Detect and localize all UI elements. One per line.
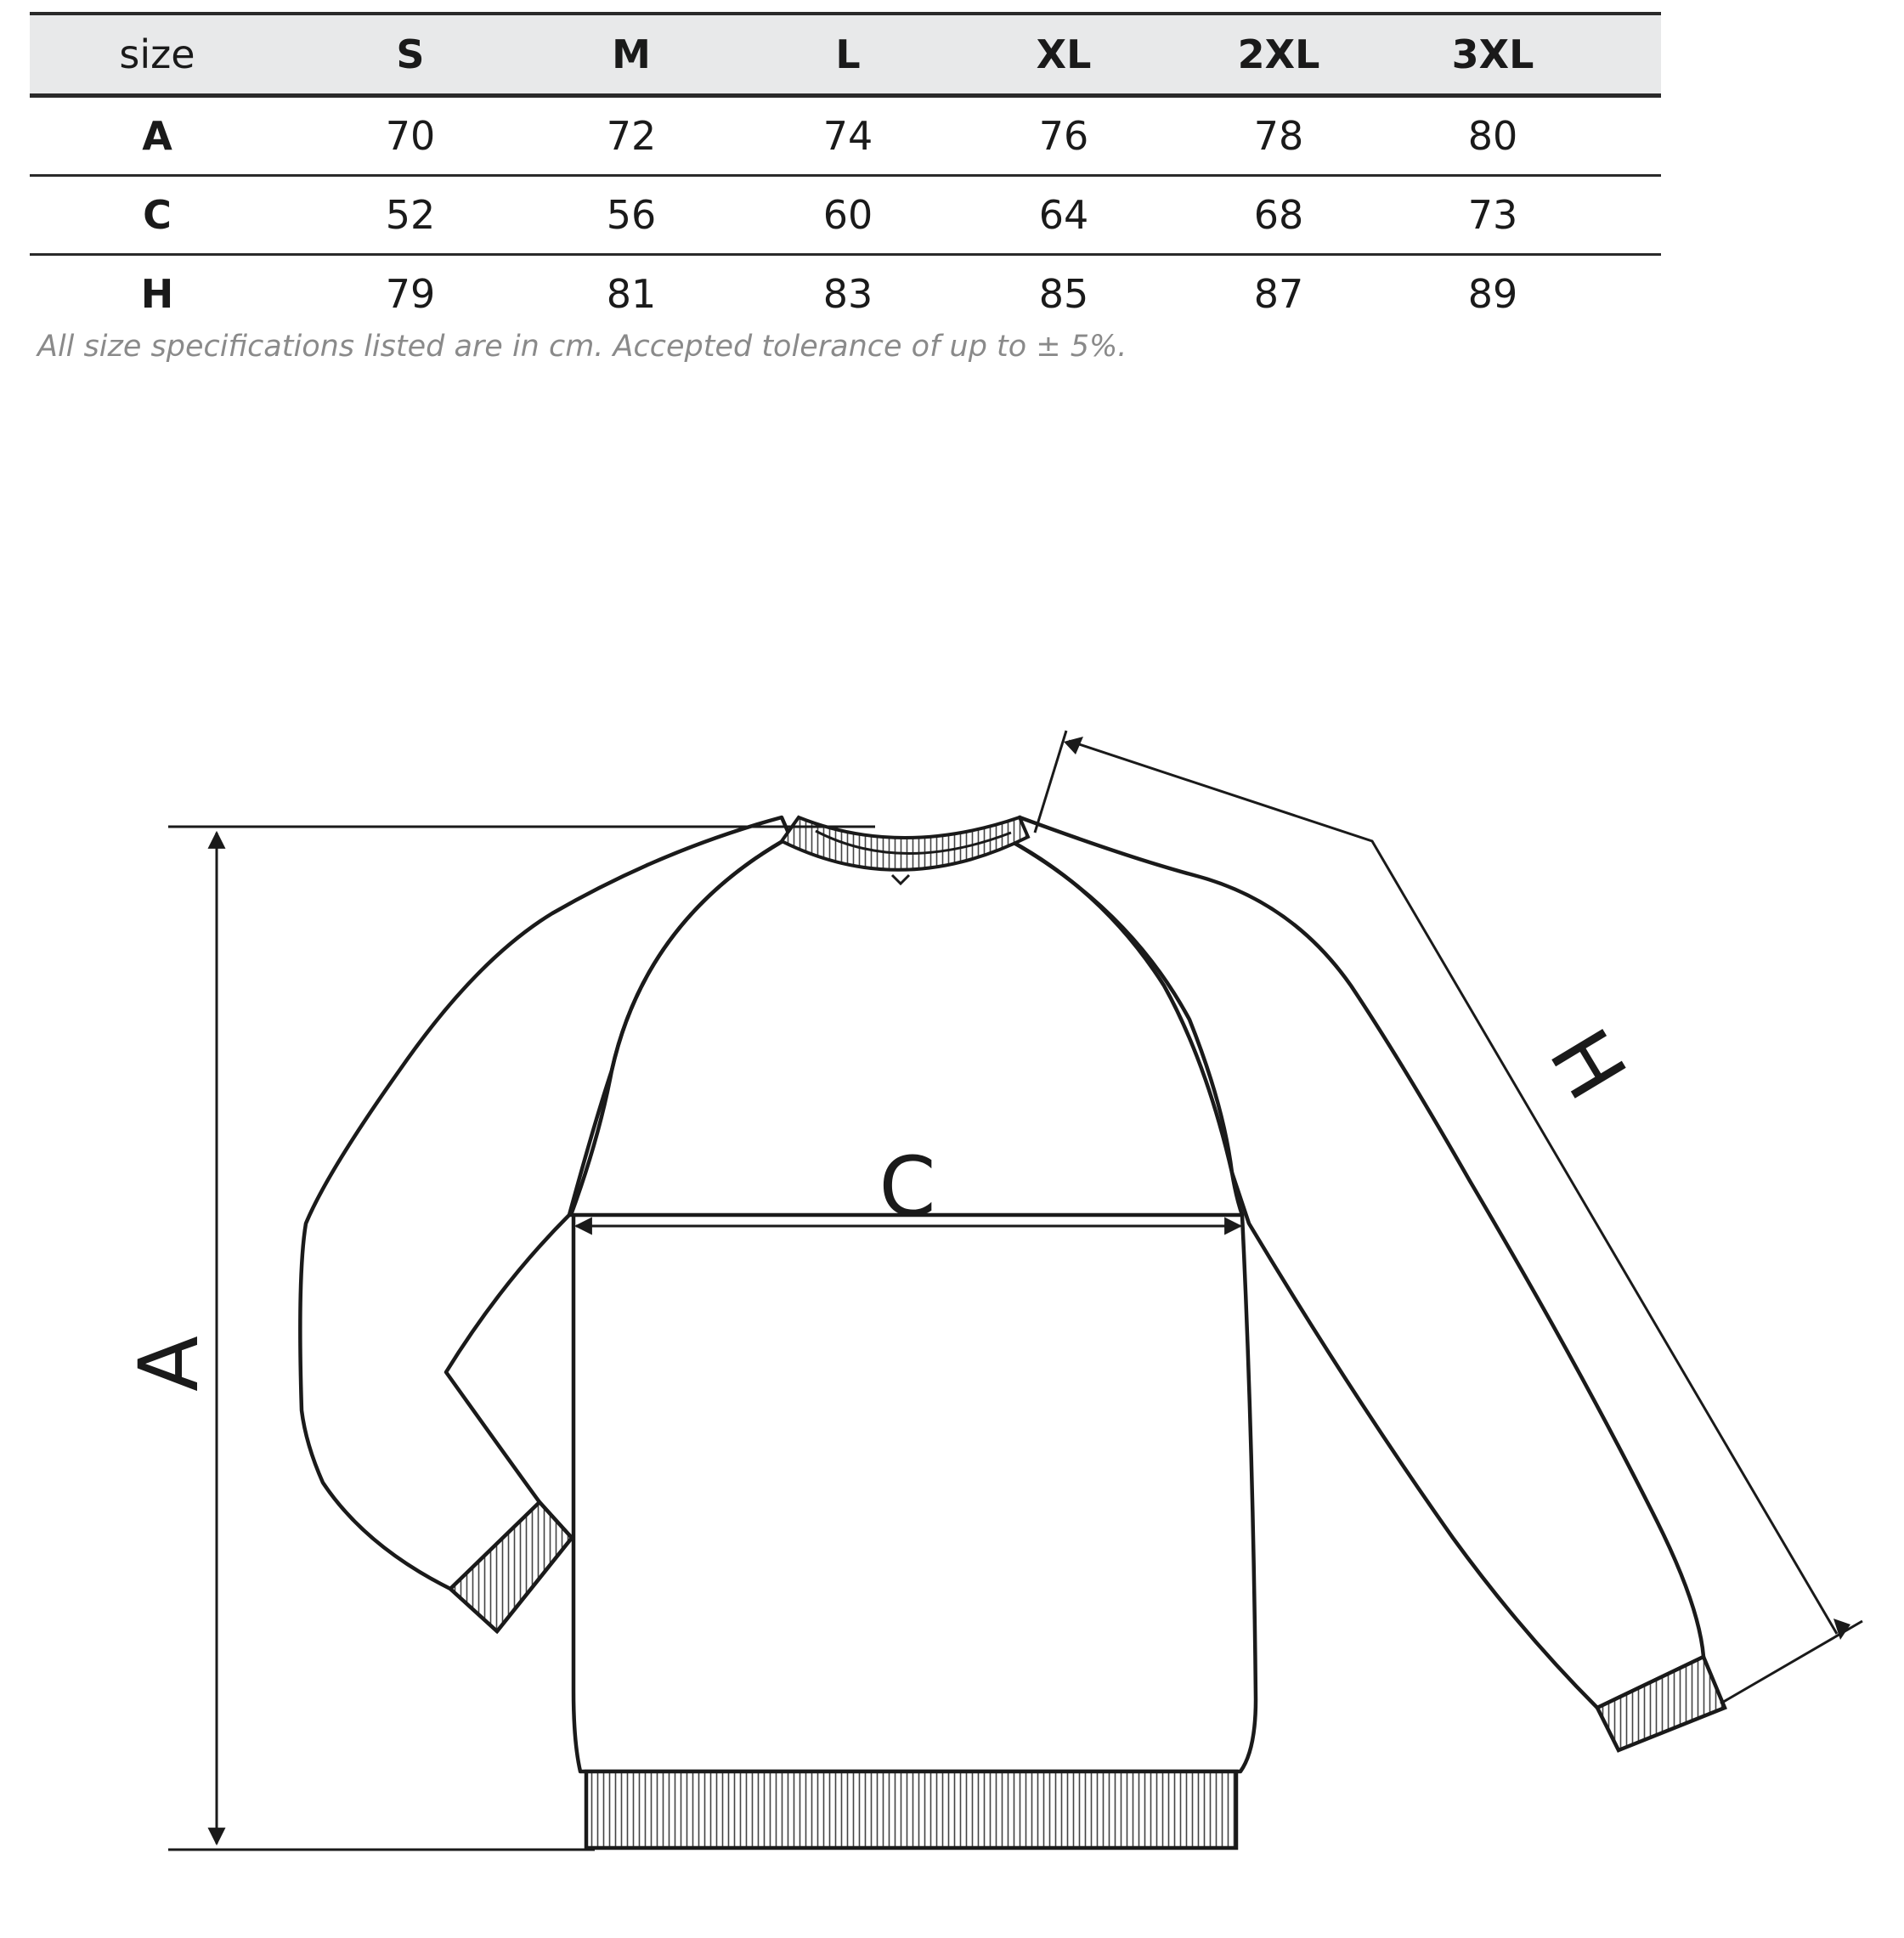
size-col-s: S bbox=[396, 31, 425, 77]
table-cell: 81 bbox=[606, 271, 657, 317]
table-cell: 80 bbox=[1467, 113, 1518, 159]
table-cell: 89 bbox=[1467, 271, 1518, 317]
table-cell: 74 bbox=[822, 113, 873, 159]
table-cell: 56 bbox=[606, 192, 657, 238]
table-cell: 76 bbox=[1038, 113, 1089, 159]
size-col-xl: XL bbox=[1036, 31, 1092, 77]
table-cell: 79 bbox=[385, 271, 436, 317]
table-cell: 83 bbox=[822, 271, 873, 317]
table-cell: 73 bbox=[1467, 192, 1518, 238]
sweatshirt-outline bbox=[300, 817, 1703, 1771]
row-label-h: H bbox=[140, 271, 174, 317]
table-cell: 52 bbox=[385, 192, 436, 238]
table-cell: 68 bbox=[1253, 192, 1304, 238]
dimension-c-label: C bbox=[879, 1139, 936, 1235]
hem-rib bbox=[586, 1771, 1236, 1848]
table-cell: 87 bbox=[1253, 271, 1304, 317]
tolerance-note: All size specifications listed are in cm. Accepted tolerance of up to ± 5%. bbox=[37, 330, 1127, 364]
dimension-a-label: A bbox=[121, 1336, 217, 1392]
table-cell: 72 bbox=[606, 113, 657, 159]
table-cell: 78 bbox=[1253, 113, 1304, 159]
row-label-c: C bbox=[143, 192, 172, 238]
collar-rib bbox=[782, 817, 1028, 870]
dimension-h-label: H bbox=[1530, 1014, 1644, 1116]
size-col-l: L bbox=[835, 31, 861, 77]
size-col-3xl: 3XL bbox=[1451, 31, 1534, 77]
table-cell: 60 bbox=[822, 192, 873, 238]
row-label-a: A bbox=[142, 113, 172, 159]
table-cell: 70 bbox=[385, 113, 436, 159]
size-header-label: size bbox=[119, 31, 195, 77]
table-cell: 64 bbox=[1038, 192, 1089, 238]
table-cell: 85 bbox=[1038, 271, 1089, 317]
sweatshirt-body bbox=[573, 1215, 1256, 1771]
size-col-2xl: 2XL bbox=[1237, 31, 1320, 77]
size-col-m: M bbox=[612, 31, 651, 77]
